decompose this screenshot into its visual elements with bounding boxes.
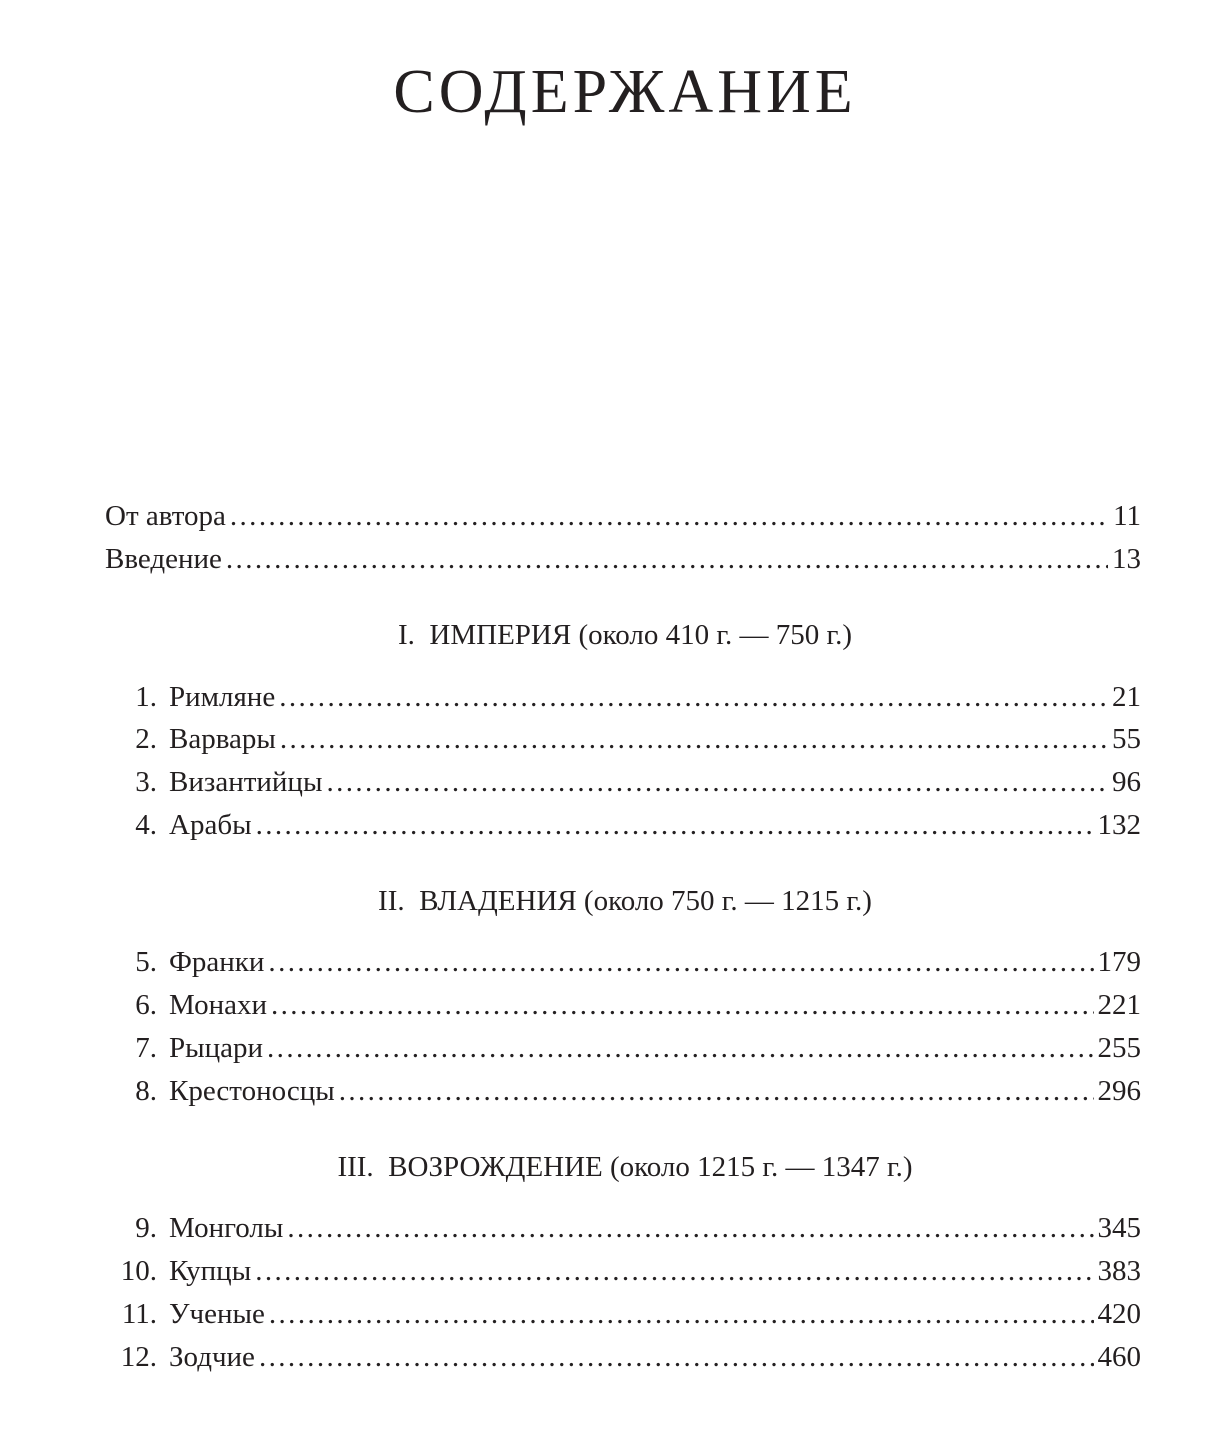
dot-leader (268, 942, 1093, 982)
toc-entry-label: От автора (105, 500, 226, 532)
toc-entry-page: 55 (1112, 723, 1141, 755)
toc-entry-chapter[interactable] (105, 719, 1141, 759)
toc-entry-chapter[interactable] (105, 985, 1141, 1025)
toc-entry-label: Купцы (169, 1255, 252, 1287)
toc-entry-label: Римляне (169, 681, 276, 713)
dot-leader (271, 985, 1094, 1025)
toc-entry-page: 296 (1097, 1075, 1141, 1107)
toc-entry-page: 96 (1112, 766, 1141, 798)
dot-leader (269, 1294, 1094, 1334)
toc-entry-chapter[interactable] (105, 1337, 1141, 1377)
toc-entry-page: 179 (1097, 946, 1141, 978)
toc-entry-chapter[interactable] (105, 1294, 1141, 1334)
toc-entry-chapter[interactable] (105, 1028, 1141, 1068)
chapter-number: 9. (135, 1212, 157, 1244)
dot-leader (279, 677, 1108, 717)
chapter-number: 5. (135, 946, 157, 978)
chapter-number: 1. (135, 681, 157, 713)
toc-entry-label: Арабы (169, 809, 252, 841)
dot-leader (267, 1028, 1093, 1068)
toc-entry-label: Введение (105, 543, 222, 575)
toc-entry-page: 255 (1097, 1032, 1141, 1064)
dot-leader (287, 1208, 1093, 1248)
toc-entry-label: Рыцари (169, 1032, 264, 1064)
toc-entry-label: Византийцы (169, 766, 323, 798)
toc-entry-label: Крестоносцы (169, 1075, 335, 1107)
dot-leader (259, 1337, 1094, 1377)
part-heading: III. ВОЗРОЖДЕНИЕ (около 1215 г. — 1347 г.) (337, 1151, 913, 1183)
toc-entry-chapter[interactable] (105, 805, 1141, 845)
toc-entry-page: 21 (1112, 681, 1141, 713)
dot-leader (226, 539, 1108, 579)
toc-entry-label: Франки (169, 946, 265, 978)
toc-entry-label: Варвары (169, 723, 276, 755)
toc-entry-page: 221 (1097, 989, 1141, 1021)
toc-entry-page: 420 (1097, 1298, 1141, 1330)
toc-entry-page: 383 (1097, 1255, 1141, 1287)
toc-entry-chapter[interactable] (105, 1071, 1141, 1111)
dot-leader (256, 805, 1094, 845)
toc-entry-author-note[interactable] (105, 496, 1141, 536)
chapter-number: 4. (135, 809, 157, 841)
chapter-number: 8. (135, 1075, 157, 1107)
chapter-number: 11. (121, 1298, 157, 1330)
chapter-number: 3. (135, 766, 157, 798)
toc-entry-page: 132 (1097, 809, 1141, 841)
part-heading: II. ВЛАДЕНИЯ (около 750 г. — 1215 г.) (378, 885, 872, 917)
dot-leader (280, 719, 1108, 759)
dot-leader (339, 1071, 1094, 1111)
chapter-number: 2. (135, 723, 157, 755)
page-title: СОДЕРЖАНИЕ (393, 58, 857, 126)
chapter-number: 10. (120, 1255, 157, 1287)
toc-entry-page: 13 (1112, 543, 1141, 575)
toc-entry-label: Ученые (169, 1298, 265, 1330)
dot-leader (326, 762, 1108, 802)
part-heading: I. ИМПЕРИЯ (около 410 г. — 750 г.) (398, 619, 852, 651)
toc-entry-page: 11 (1113, 500, 1141, 532)
chapter-number: 6. (135, 989, 157, 1021)
toc-entry-chapter[interactable] (105, 677, 1141, 717)
toc-entry-introduction[interactable] (105, 539, 1141, 579)
toc-entry-label: Монахи (169, 989, 267, 1021)
toc-entry-chapter[interactable] (105, 942, 1141, 982)
toc-entry-page: 345 (1097, 1212, 1141, 1244)
toc-entry-chapter[interactable] (105, 1251, 1141, 1291)
chapter-number: 7. (135, 1032, 157, 1064)
chapter-number: 12. (120, 1341, 157, 1373)
toc-entry-label: Зодчие (169, 1341, 255, 1373)
dot-leader (255, 1251, 1093, 1291)
toc-entry-chapter[interactable] (105, 1208, 1141, 1248)
toc-entry-chapter[interactable] (105, 762, 1141, 802)
dot-leader (230, 496, 1109, 536)
toc-entry-label: Монголы (169, 1212, 284, 1244)
toc-entry-page: 460 (1097, 1341, 1141, 1373)
